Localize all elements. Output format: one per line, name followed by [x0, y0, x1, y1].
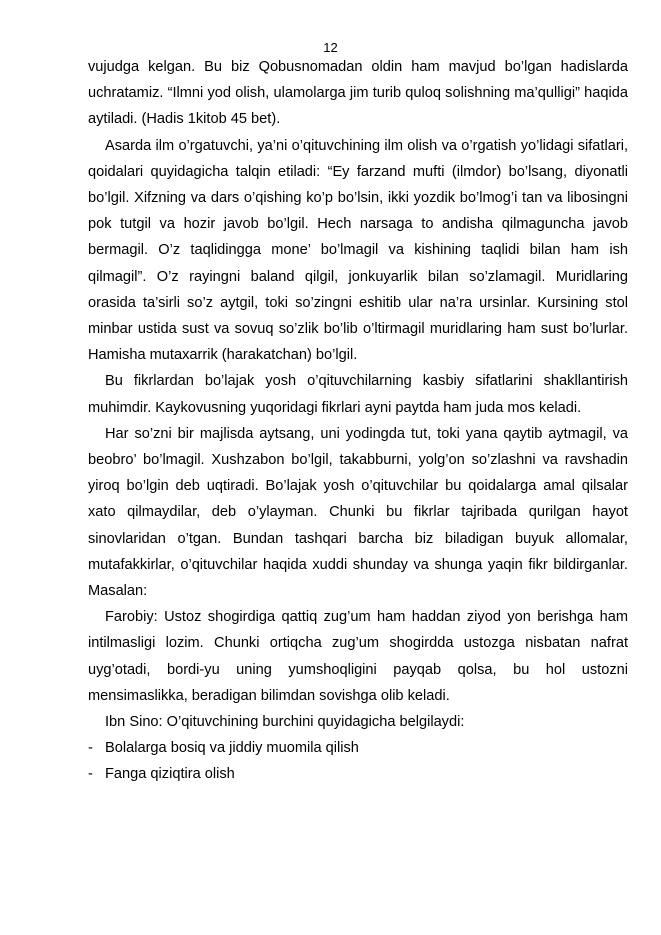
paragraph-speech-advice: Har so’zni bir majlisda aytsang, uni yodingda tut, toki yana qaytib aytmagil, va beobro’ bo’lmagil. Xushzabon bo’lgil, takabburni, yolg’on so’zlashni va ravshadin yiroq bo’lgin deb uqtiradi. Bo’lajak yosh o’qituvchilar bu qoidalarga amal qilsalar xato qilmaydilar, deb o’ylayman. Chunki bu fikrlar tajribada qurilgan hayot sinovlaridan o’tgan. Bundan tashqari barcha biz biladigan buyuk allomalar, mutafakkirlar, o’qituvchilar haqida xuddi shunday va shunga yaqin fikr bildirganlar. Masalan: — [88, 425, 628, 600]
list-item — [88, 761, 628, 787]
list-item-text: Fanga qiziqtira olish — [105, 766, 235, 783]
list-dash: - — [88, 740, 93, 757]
paragraph-ibn-sino: Ibn Sino: O’qituvchining burchini quyidagicha belgilaydi: — [105, 714, 465, 731]
duties-list — [88, 735, 628, 787]
paragraph-continuation: vujudga kelgan. Bu biz Qobusnomadan oldin ham mavjud bo’lgan hadislarda uchratamiz. “Ilmni yod olish, ulamolarga jim turib quloq solishning ma’qulligi” haqida aytiladi. (Hadis 1kitob 45 bet). — [88, 59, 628, 128]
list-item-text: Bolalarga bosiq va jiddiy muomila qilish — [105, 740, 359, 757]
list-dash: - — [88, 766, 93, 783]
document-body — [88, 54, 628, 788]
paragraph-professional-qualities: Bu fikrlardan bo’lajak yosh o’qituvchilarning kasbiy sifatlarini shakllantirish muhimdir. Kaykovusning yuqoridagi fikrlari ayni paytda ham juda mos keladi. — [88, 373, 628, 416]
paragraph-farobiy: Farobiy: Ustoz shogirdiga qattiq zug’um ham haddan ziyod yon berishga ham intilmasligi lozim. Chunki ortiqcha zug’um shogirdda ustozga nisbatan nafrat uyg’otadi, bordi-yu uning yumshoqligini payqab qolsa, bu hol ustozni mensimaslikka, beradigan bilimdan sovishga olib keladi. — [88, 609, 628, 704]
list-item — [88, 735, 628, 761]
page-number: 12 — [323, 40, 338, 55]
paragraph-teacher-qualities: Asarda ilm o’rgatuvchi, ya’ni o’qituvchining ilm olish va o’rgatish yo’lidagi sifatlari, qoidalari quyidagicha talqin etiladi: “Ey farzand mufti (ilmdor) bo’lsang, diyonatli bo’lgil. Xifzning va dars o’qishing ko’p bo’lsin, ikki yozdik bo’lmog’i tan va libosingni pok tutgil va hozir javob bo’lgil. Hech narsaga to andisha qilmaguncha javob bermagil. O’z taqlidingga mone’ bo’lmagil va kishining taqlidi bilan ham ish qilmagil”. O’z rayingni baland qilgil, jonkuyarlik bilan so’zlamagil. Muridlaring orasida ta’sirli so’z aytgil, toki so’zingni eshitib ular na’ra ursinlar. Kursining stol minbar ustida sust va sovuq so’zlik bo’lib o’ltirmagil muridlaring ham sust bo’lurlar. Hamisha mutaxarrik (harakatchan) bo’lgil. — [88, 137, 628, 364]
